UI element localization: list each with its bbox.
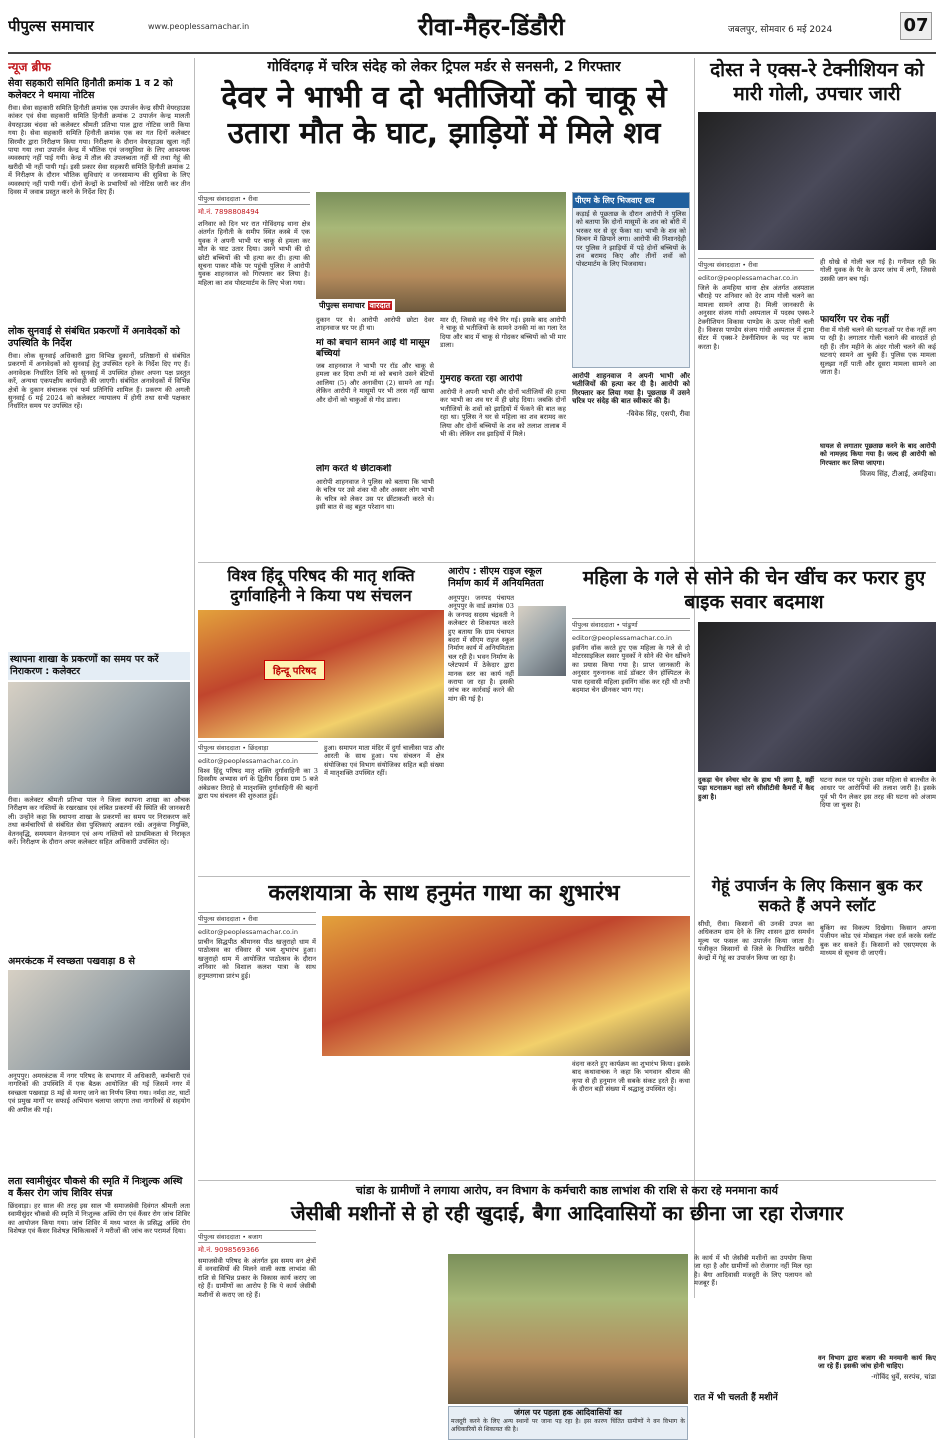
photo-tag xyxy=(316,299,395,312)
dateline: जबलपुर, सोमवार 6 मई 2024 xyxy=(728,25,833,35)
mining-kicker: चांडा के ग्रामीणों ने लगाया आरोप, वन विभाग के कर्मचारी काष्ठ लाभांश की राशि से करा रहे मनमाना कार्य xyxy=(355,1184,779,1197)
vhp-col-2: हुआ। समापन माता मंदिर में दुर्गा चालीसा पाठ और आरती के साथ हुआ। पथ संचलन में क्षेत्र संयोजिका एवं विभाग संयोजिका सहित बड़ी संख्या में मातृशक्ति उपस्थित रहीं। xyxy=(324,744,444,778)
kalash-col-2: वंदना करते हुए कार्यक्रम का शुभारंभ किया। इसके बाद कथावाचक ने कहा कि भगवान श्रीराम की कृपा से ही हनुमान जी सबके संकट हरते हैं। कथा के दौरान बड़ी संख्या में श्रद्धालु उपस्थित रहे। xyxy=(572,1060,690,1094)
row-divider-3 xyxy=(198,1180,936,1181)
chain-col-1: इवनिंग वॉक करते हुए एक महिला के गले से दो मोटरसाइकिल सवार युवकों ने सोने की चेन खींचने का प्रयास किया गया है। प्राप्त जानकारी के अनुसार गुरुनानक वार्ड डॉक्टर जैन हॉस्पिटल के पास रहवासी महिला इवनिंग वॉक कर रही थी तभी बदमाश चेन छीनकर भाग गए। xyxy=(572,644,690,695)
lead-headline: देवर ने भाभी व दो भतीजियों को चाकू से उतारा मौत के घाट, झाड़ियों में मिले शव xyxy=(221,80,667,151)
kalash-byline: पीपुल्स संवाददाता • रीवा xyxy=(198,912,316,925)
news-brief-column xyxy=(8,58,190,1436)
vhp-banner: हिन्दू परिषद xyxy=(264,660,325,680)
mining-story xyxy=(198,1184,936,1440)
sarpanch-quote xyxy=(818,1354,936,1440)
kalash-headline: कलशयात्रा के साथ हनुमंत गाथा का शुभारंभ xyxy=(268,881,620,906)
wheat-col-1: सीधी, रीवा। किसानों की उनकी उपज का अधिकतम दाम देने के लिए शासन द्वारा समर्थन मूल्य पर फसल का उपार्जन किया जाता है। पंजीकृत किसानों से जिले के निर्धारित खरीदी केन्द्रों में गेहूं का उपार्जन किया जा रहा है। xyxy=(698,920,814,962)
mining-headline: जेसीबी मशीनों से हो रही खुदाई, बैगा आदिवासियों का छीना जा रहा रोजगार xyxy=(290,1201,844,1225)
school-story xyxy=(448,566,566,872)
mining-col-1: समाजसेवी परिषद के अंतर्गत इस समय वन क्षेत्रों में वनवासियों की मिलने वाली काष्ठ लाभांश की राशि से विभिन्न प्रकार के विकास कार्य कराए जा रहे हैं। ग्रामीणों का आरोप है कि ये कार्य जेसीबी मशीनों से कराए जा रहे हैं। xyxy=(198,1257,316,1299)
kalash-procession-photo xyxy=(322,916,690,1056)
masthead-rule xyxy=(8,52,936,54)
sp-quote-text: आरोपी शाहनवाज ने अपनी भाभी और भतीजियों की हत्या कर दी है। आरोपी को गिरफ्तार कर लिया गया है। पूछताछ में उसने चरित्र पर संदेह की बात स्वीकार की है। xyxy=(572,372,690,406)
collector-inspection-photo xyxy=(8,682,190,794)
pm-box-body: कड़ाई से पूछताछ के दौरान आरोपी ने पुलिस को बताया कि दोनों मासूमों के शव को बोरी में भरकर घर से दूर फेंका था। भाभी के शव को किचन में छिपाने लगा। आरोपी की निशानदेही पर पुलिस ने झाड़ियों में पड़े दोनों बच्चियों के शव बरामद किए और तीनों शवों को पोस्टमार्टम के लिए भिजवाया। xyxy=(576,210,686,269)
cctv-caption: दुकड़ा चेन स्नेचर चोर के हाथ भी लगा है, वहीं पड़ा घटनाक्रम वहां लगे सीसीटीवी कैमरों में कैद हुआ है। xyxy=(698,776,814,801)
vhp-byline: पीपुल्स संवाददाता • छिंदवाड़ा xyxy=(198,741,318,754)
sarpanch-quote-author: -गोविंद धुर्वे, सरपंच, चांडा xyxy=(871,1372,936,1381)
chain-col-2: घटना स्थल पर पहुंचे। उक्त महिला से बातचीत के आधार पर आरोपियों की तलाश जारी है। इसके पूर्व भी पैन लेकर इस तरह की घटना को अंजाम दिया जा चुका है। xyxy=(820,776,936,810)
brief-body-4: अनूपपुर। अमरकंटक में नगर परिषद के सभागार में अधिकारी, कर्मचारी एवं नागरिकों की उपस्थिति में एक बैठक आयोजित की गई जिसमें नगर में स्वच्छता पखवाड़ा 8 मई से मनाए जाने का निर्णय लिया गया। नर्मदा तट, घाटों एवं प्रमुख मार्गों पर सफाई अभियान चलाया जाएगा तथा नागरिकों से सहयोग की अपील की गई। xyxy=(8,1072,190,1114)
ti-note xyxy=(820,442,936,558)
page-number: 07 xyxy=(900,12,932,40)
row-divider-1 xyxy=(198,562,936,563)
column-divider-left xyxy=(194,58,195,1438)
mining-byline: पीपुल्स संवाददाता • बजाग xyxy=(198,1230,316,1243)
row-divider-2 xyxy=(198,876,690,877)
brief-headline-5: लता स्वामीसुंदर चौकसे की स्मृति में निःशुल्क अस्थि व कैंसर रोग जांच शिविर संपन्न xyxy=(8,1176,183,1199)
lead-col-4: आरोपी शाहनवाज ने पुलिस को बताया कि भाभी के चरित्र पर उसे शंका थी और अक्सर लोग भाभी के चरित्र को लेकर उस पर छींटाकशी करते थे। इसी बात से वह बहुत परेशान था। xyxy=(316,478,434,512)
chain-email: editor@peoplessamachar.co.in xyxy=(572,634,672,642)
vhp-rally-photo xyxy=(198,610,444,738)
vhp-headline: विश्व हिंदू परिषद की मातृ शक्ति दुर्गावाहिनी ने किया पथ संचलन xyxy=(227,566,415,605)
chain-snatch-headline: महिला के गले से सोने की चेन खींच कर फरार हुए बाइक सवार बदमाश xyxy=(582,567,926,613)
lead-kicker: गोविंदगढ़ में चरित्र संदेह को लेकर ट्रिपल मर्डर से सनसनी, 2 गिरफ्तार xyxy=(267,59,621,75)
masthead-logo xyxy=(8,16,94,36)
wheat-headline: गेहूं उपार्जन के लिए किसान बुक कर सकते हैं अपने स्लॉट xyxy=(711,876,923,915)
lead-crime-scene-photo xyxy=(316,192,566,312)
lead-byline-block xyxy=(198,192,310,206)
xray-headline: दोस्त ने एक्स-रे टेक्नीशियन को मारी गोली, उपचार जारी xyxy=(710,59,924,105)
cctv-still-photo xyxy=(698,622,936,772)
lead-mobile: मो.नं. 7898808494 xyxy=(198,208,260,216)
brief-body-2: रीवा। लोक सुनवाई अधिकारी द्वारा विभिन्न दुकानों, प्रतिष्ठानों से संबंधित प्रकरणों में अनावेदकों को सुनवाई हेतु उपस्थित रहने के निर्देश दिए गए हैं। अनावेदक निर्धारित तिथि को सुनवाई में उपस्थित होकर अपना पक्ष प्रस्तुत करें, अन्यथा एकपक्षीय कार्यवाही की जाएगी। संबंधित अनावेदकों में विभिन्न क्षेत्रों के दुकान संचालक एवं फर्म प्रतिनिधि शामिल हैं। प्रकरण की अगली सुनवाई 6 मई 2024 को कलेक्टर न्यायालय में होगी तथा सभी पक्षकार निर्धारित समय पर उपस्थित रहें। xyxy=(8,352,190,411)
brief-body-3: रीवा। कलेक्टर श्रीमती प्रतिभा पाल ने जिला स्थापना शाखा का औचक निरीक्षण कर नस्तियों के रखरखाव एवं लंबित प्रकरणों की स्थिति की जानकारी ली। उन्होंने कहा कि स्थापना शाखा के प्रकरणों का समय पर निराकरण करें तथा कर्मचारियों से संबंधित सेवा पुस्तिकाएं अद्यतन रखें। अनुकंपा नियुक्ति, वेतनवृद्धि, समयमान वेतनमान एवं अन्य नस्तियों को प्राथमिकता से निराकृत करें। निरीक्षण के दौरान अपर कलेक्टर सहित अधिकारी उपस्थित रहे। xyxy=(8,796,190,847)
pm-info-box xyxy=(572,192,690,368)
xray-byline: पीपुल्स संवाददाता • रीवा xyxy=(698,258,814,271)
lead-subhead-2: लोग करते थे छीटाकशी xyxy=(316,464,392,474)
school-body: अनूपपुर। जनपद पंचायत अनूपपुर के वार्ड क्रमांक 03 के जनपद सदस्य चंद्रवती ने कलेक्टर से शिकायत करते हुए बताया कि ग्राम पंचायत बदरा में सीएम राइज स्कूल निर्माण कार्य में अनियमितता चल रही है। भवन निर्माण के प्लेटफार्म में ठेकेदार द्वारा मानक स्तर का कार्य नहीं कराया जा रहा है। इसकी जांच कर कार्रवाई करने की मांग की गई है। xyxy=(448,594,514,703)
lead-subhead-3: गुमराह करता रहा आरोपी xyxy=(440,374,523,384)
lead-col-1: शनिवार को दिन भर रात गोविंदगढ़ थाना क्षेत्र अंतर्गत हिनौती के समीप स्थित कस्बे में एक युवक ने अपनी भाभी पर चाकू से हमला कर मौत के घाट उतार दिया। उसने भाभी की दो छोटी बच्चियों की भी हत्या कर दी। हत्या की सूचना पाकर मौके पर पहुंची पुलिस ने आरोपी युवक शाहनवाज को गिरफ्तार कर लिया है। महिला का शव पोस्टमार्टम के लिए भेजा गया। xyxy=(198,220,310,287)
complainant-photo xyxy=(518,606,566,676)
ti-note-author: विजय सिंह, टीआई, अमहिया। xyxy=(860,470,936,479)
kalash-col-1: प्राचीन सिद्धपीठ श्रीमानस पीठ खजुराहो धाम में पाठोत्सव का रविवार से भव्य शुभारंभ हुआ। खजुराहो धाम में आयोजित पाठोत्सव के दौरान शनिवार को विशाल कलश यात्रा के साथ हनुमतगाथा प्रारंभ हुई। xyxy=(198,938,316,980)
xray-col-1: जिले के अमहिया थाना क्षेत्र अंतर्गत अस्पताल चौराहे पर शनिवार को देर शाम गोली चलने का मामला सामने आया है। मिली जानकारी के अनुसार संजय गांधी अस्पताल में पदस्थ एक्स-रे टेक्नीशियन विकास पाण्डेय के ऊपर गोली चली है। विकास पाण्डेय संजय गांधी अस्पताल में ट्रामा सेंटर में एक्स-रे टेक्नीशियन के पद पर काम करता है। xyxy=(698,284,814,351)
mining-col-2: के कार्य में भी जेसीबी मशीनों का उपयोग किया जा रहा है और ग्रामीणों को रोजगार नहीं मिल रहा है। बैगा आदिवासी मजदूरी के लिए पलायन को मजबूर हैं। xyxy=(694,1254,812,1288)
site-url: www.peoplessamachar.in xyxy=(148,22,250,31)
masthead xyxy=(8,6,938,48)
section-title: रीवा-मैहर-डिंडौरी xyxy=(418,13,565,41)
mining-caption-title: जंगल पर पहला हक आदिवासियों का xyxy=(514,1408,622,1417)
kalash-story xyxy=(198,880,690,1176)
xray-injured-photo xyxy=(698,112,936,250)
mining-mobile: मो.नं. 9098569366 xyxy=(198,1246,260,1254)
photo-tag-sub: वारदात xyxy=(369,301,391,310)
chain-snatch-story xyxy=(572,566,936,872)
brief-body-1: रीवा। सेवा सहकारी समिति हिनौती क्रमांक एक उपार्जन केन्द्र सीपी वेयरहाउस कांकर एवं सेवा सहकारी समिति हिनौती क्रमांक 2 उपार्जन केन्द्र मालती वेयरहाउस चंदवा को कलेक्टर श्रीमती प्रतिभा पाल द्वारा नोटिस जारी किया गया है। सेवा सहकारी समिति हिनौती क्रमांक एक का गत दिनों कलेक्टर सिरमौर द्वारा निरीक्षण किया गया। निरीक्षण के दौरान वेयरहाउस खुला नहीं पाया गया तथा उपार्जन केन्द्र में भौतिक एवं जनसुविधा के लिए आवश्यक व्यवस्थाएं नहीं पाई गयी। केन्द्र में तौल की उपलब्धता नहीं थी तथा गेहूं की खरीदी भी नहीं पायी गई। इसी प्रकार सेवा सहकारी समिति हिनौती क्रमांक 2 में निरीक्षण के दौरान भौतिक सुविधाएं व जनसामान्य की सुविधा के लिए व्यवस्थाएं नहीं पायी गयीं। दोनों केन्द्रों के प्रभारियों को नोटिस जारी कर तीन दिवस में जवाब प्रस्तुत करने के निर्देश दिए हैं। xyxy=(8,104,190,197)
sp-quote-author: -विवेक सिंह, एसपी, रीवा xyxy=(626,409,690,418)
xray-byline-block xyxy=(698,258,814,282)
lead-col-6: आरोपी ने अपनी भाभी और दोनों भतीजियों की हत्या कर भाभी का शव घर में ही छोड़ दिया। जबकि दोनों भतीजियों के शवों को झाड़ियों में फेंकने की बात कह रहा था। पुलिस ने घर से महिला का शव बरामद कर लिया और दोनों बच्चियों के शव को तलाश तालाब में भी की। लेकिन शव झाड़ियों में मिले। xyxy=(440,388,566,439)
vhp-email: editor@peoplessamachar.co.in xyxy=(198,757,298,765)
vhp-story xyxy=(198,566,444,872)
jcb-excavation-photo xyxy=(448,1254,688,1404)
xray-subhead: फायरिंग पर रोक नहीं xyxy=(820,315,889,325)
xray-col-2: ही धोखे से गोली चल गई है। गनीमत रही कि गोली युवक के पैर के ऊपर जांघ में लगी, जिससे उसकी जान बच गई। xyxy=(820,258,936,283)
brief-headline-3: स्थापना शाखा के प्रकरणों का समय पर करें निराकरण : कलेक्टर xyxy=(8,652,190,680)
lead-subhead-1: मां को बचाने सामने आईं थीं मासूम बच्चियां xyxy=(316,338,430,359)
lead-col-2: दुकान पर थे। आरोपी आरोपी छोटा देवर शाहनवाज घर पर ही था। xyxy=(316,316,434,333)
sp-quote-box xyxy=(572,372,690,558)
brief-body-5: छिंदवाड़ा। हर साल की तरह इस साल भी समाजसेवी दिवंगत श्रीमती लता स्वामीसुंदर चौकसे की स्मृति में निःशुल्क अस्थि रोग एवं कैंसर रोग जांच शिविर का आयोजन किया गया। जांच शिविर में मध्य भारत के प्रसिद्ध अस्थि रोग विशेषज्ञ एवं कैंसर विशेषज्ञ चिकित्सकों ने मरीजों की जांच कर परामर्श दिया। xyxy=(8,1202,190,1236)
mining-caption-box xyxy=(448,1406,688,1440)
brief-headline-4: अमरकंटक में स्वच्छता पखवाड़ा 8 से xyxy=(8,956,135,967)
xray-email: editor@peoplessamachar.co.in xyxy=(698,274,798,282)
wheat-story xyxy=(698,876,936,1176)
lead-col-5: मार दी, जिससे वह नीचे गिर गई। इसके बाद आरोपी ने चाकू से भतीजियों के सामने उनकी मां का गला रेत दिया और बाद में चाकू से गोदकर बच्चियों को भी मार डाला। xyxy=(440,316,566,350)
school-kicker: आरोप : सीएम राइज स्कूल निर्माण कार्य में अनियमितता xyxy=(448,566,544,589)
mining-subhead: रात में भी चलती हैं मशीनें xyxy=(694,1393,778,1403)
kalash-email: editor@peoplessamachar.co.in xyxy=(198,928,298,936)
mining-caption-body: मजदूरी करने के लिए अन्य स्थानों पर जाना पड़ रहा है। इस कारण चिंतित ग्रामीणों ने वन विभाग के अधिकारियों से शिकायत की है। xyxy=(451,1418,685,1433)
brief-label: न्यूज ब्रीफ xyxy=(8,60,51,74)
brief-headline-2: लोक सुनवाई से संबंधित प्रकरणों में अनावेदकों को उपस्थिति के निर्देश xyxy=(8,326,180,349)
brief-headline-1: सेवा सहकारी समिति हिनौती क्रमांक 1 व 2 को कलेक्टर ने थमाया नोटिस xyxy=(8,78,173,101)
photo-tag-label: पीपुल्स समाचार xyxy=(319,301,365,310)
wheat-col-2: बुकिंग का विकल्प दिखेगा। किसान अपना पंजीयन कोड एवं मोबाइल नंबर दर्ज करके स्लॉट बुक कर सकते हैं। किसानों को एसएमएस के माध्यम से सूचना दी जाएगी। xyxy=(820,924,936,958)
amarkantak-meeting-photo xyxy=(8,970,190,1070)
lead-byline: पीपुल्स संवाददाता • रीवा xyxy=(198,192,310,205)
xray-col-3: रीवा में गोली चलने की घटनाओं पर रोक नहीं लग पा रही है। लगातार गोली चलाने की वारदातें हो रही हैं। तीन महीने के अंदर गोली चलने की कई घटनाएं सामने आ चुकी हैं। पुलिस एक मामला सुलझा नहीं पाती और दूसरा मामला सामने आ जाता है। xyxy=(820,326,936,377)
vhp-col-1: विश्व हिंदू परिषद मातृ शक्ति दुर्गावाहिनी का 3 दिवसीय अभ्यास वर्ग के द्वितीय दिवस ग्राम 5 बजे अंबेडकर तिराहे से मातृशक्ति दुर्गावाहिनी की बहनों द्वारा पथ संचलन की शुरुआत हुई। xyxy=(198,767,318,801)
ti-note-text: घायल से लगातार पूछताछ करने के बाद आरोपी को नामज़द किया गया है। जल्द ही आरोपी को गिरफ्तार कर लिया जाएगा। xyxy=(820,442,936,467)
lead-col-3: जब शाहनवाज ने भाभी पर रॉड और चाकू से हमला कर दिया तभी मां को बचाने उसने बेटियों आलिया (5) और अनावीया (2) सामने आ गईं। लेकिन आरोपी ने मासूमों पर भी तरस नहीं खाया और दोनों को चाकुओं से गोद डाला। xyxy=(316,362,434,404)
pm-box-title: पीएम के लिए भिजवाए शव xyxy=(573,193,689,208)
chain-byline: पीपुल्स संवाददाता • पांढुर्णा xyxy=(572,618,690,631)
brand-name: पीपुल्स समाचार xyxy=(8,17,94,35)
sarpanch-quote-text: वन विभाग द्वारा बजाग की मनमानी कार्य किए जा रहे हैं। इसकी जांच होनी चाहिए। xyxy=(818,1354,936,1371)
